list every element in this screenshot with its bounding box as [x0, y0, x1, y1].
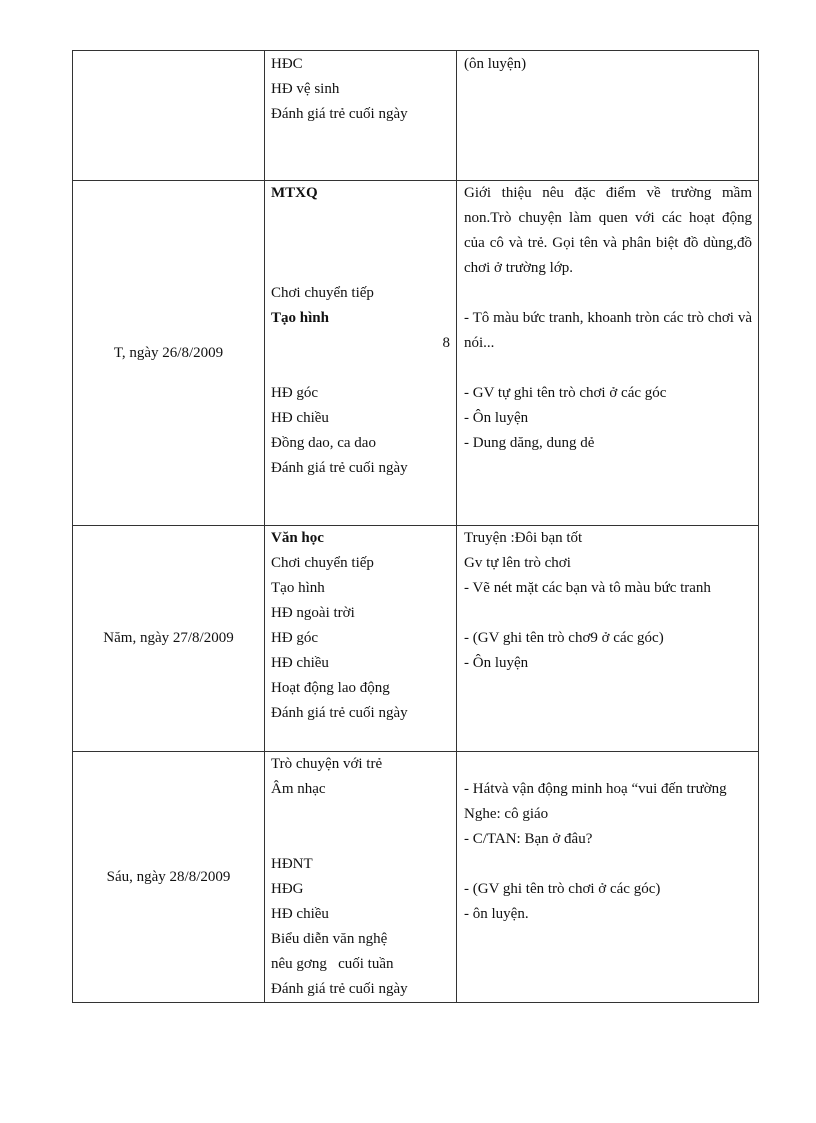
spacer — [271, 231, 450, 256]
content-cell — [457, 181, 759, 526]
activity-item: HĐ chiều — [271, 410, 329, 426]
activity-item: HĐ chiều — [271, 655, 329, 671]
activity-item: HĐ góc — [271, 630, 319, 646]
activity-item: HĐNT — [271, 856, 313, 872]
content-item: - Ôn luyện — [464, 655, 529, 671]
content-cell — [457, 752, 759, 1003]
spacer — [271, 206, 450, 231]
content-item: - C/TAN: Bạn ở đâu? — [464, 831, 593, 847]
activity-item: Đồng dao, ca dao — [271, 435, 376, 451]
content-item: - Hátvà vận động minh hoạ “vui đến trường — [464, 781, 727, 797]
activity-item: MTXQ — [271, 185, 318, 201]
spacer — [271, 356, 450, 381]
spacer — [271, 256, 450, 281]
day-cell — [73, 51, 265, 181]
content-item: - (GV ghi tên trò chơi ở các góc) — [464, 881, 661, 897]
content-item: Truyện :Đôi bạn tốt — [464, 530, 583, 546]
content-cell — [457, 51, 759, 181]
activity-item: Đánh giá trẻ cuối ngày — [271, 106, 408, 122]
day-cell: Năm, ngày 27/8/2009 — [73, 526, 265, 752]
activity-item: nêu gơng cuối tuần — [271, 956, 394, 972]
spacer — [464, 281, 752, 306]
spacer — [271, 802, 450, 827]
content-item: Gv tự lên trò chơi — [464, 555, 571, 571]
activity-item: Trò chuyện với trẻ — [271, 756, 383, 772]
spacer — [464, 852, 752, 877]
page-number: 8 — [442, 335, 450, 351]
table-row — [73, 181, 759, 526]
activity-item: Âm nhạc — [271, 781, 326, 797]
day-cell: Sáu, ngày 28/8/2009 — [73, 752, 265, 1003]
activities-cell — [265, 181, 457, 526]
activity-item: HĐ ngoài trời — [271, 605, 355, 621]
content-item: - Vẽ nét mặt các bạn và tô màu bức tranh — [464, 580, 711, 596]
content-item: - Ôn luyện — [464, 410, 529, 426]
activity-item: Tạo hình — [271, 580, 325, 596]
activity-item: HĐ góc — [271, 385, 319, 401]
content-item: - Dung dăng, dung dẻ — [464, 435, 595, 451]
table-row — [73, 752, 759, 1003]
activity-item: Văn học — [271, 530, 324, 546]
spacer — [464, 601, 752, 626]
content-item: (ôn luyện) — [464, 56, 527, 72]
activities-cell — [265, 752, 457, 1003]
activity-item: Chơi chuyển tiếp — [271, 285, 374, 301]
content-item: - ôn luyện. — [464, 906, 529, 922]
content-item: - (GV ghi tên trò chơ9 ở các góc) — [464, 630, 664, 646]
content-item: Nghe: cô giáo — [464, 806, 549, 822]
activity-item: HĐG — [271, 881, 304, 897]
activity-item: Đánh giá trẻ cuối ngày — [271, 705, 408, 721]
table-row — [73, 526, 759, 752]
schedule-table — [72, 50, 759, 1003]
spacer — [464, 356, 752, 381]
activity-item: Hoạt động lao động — [271, 680, 390, 696]
content-cell — [457, 526, 759, 752]
content-item: - GV tự ghi tên trò chơi ở các góc — [464, 385, 667, 401]
spacer — [271, 827, 450, 852]
activity-item: Tạo hình — [271, 310, 329, 326]
activities-cell — [265, 51, 457, 181]
activities-cell — [265, 526, 457, 752]
content-item: Giới thiệu nêu đặc điểm về trường mầm non.Trò chuyện làm quen với các hoạt động của cô và trẻ. Gọi tên và phân biệt đồ dùng,đồ chơi ở trường lớp. — [464, 185, 752, 276]
table-row — [73, 51, 759, 181]
activity-item: HĐ vệ sinh — [271, 81, 340, 97]
activity-item: HĐC — [271, 56, 303, 72]
activity-item: Biểu diễn văn nghệ — [271, 931, 388, 947]
activity-item: HĐ chiều — [271, 906, 329, 922]
content-item: - Tô màu bức tranh, khoanh tròn các trò chơi và nói... — [464, 310, 752, 351]
activity-item: Đánh giá trẻ cuối ngày — [271, 460, 408, 476]
activity-item: Đánh giá trẻ cuối ngày — [271, 981, 408, 997]
activity-item: Chơi chuyển tiếp — [271, 555, 374, 571]
spacer — [464, 752, 752, 777]
day-cell: T, ngày 26/8/2009 — [73, 181, 265, 526]
